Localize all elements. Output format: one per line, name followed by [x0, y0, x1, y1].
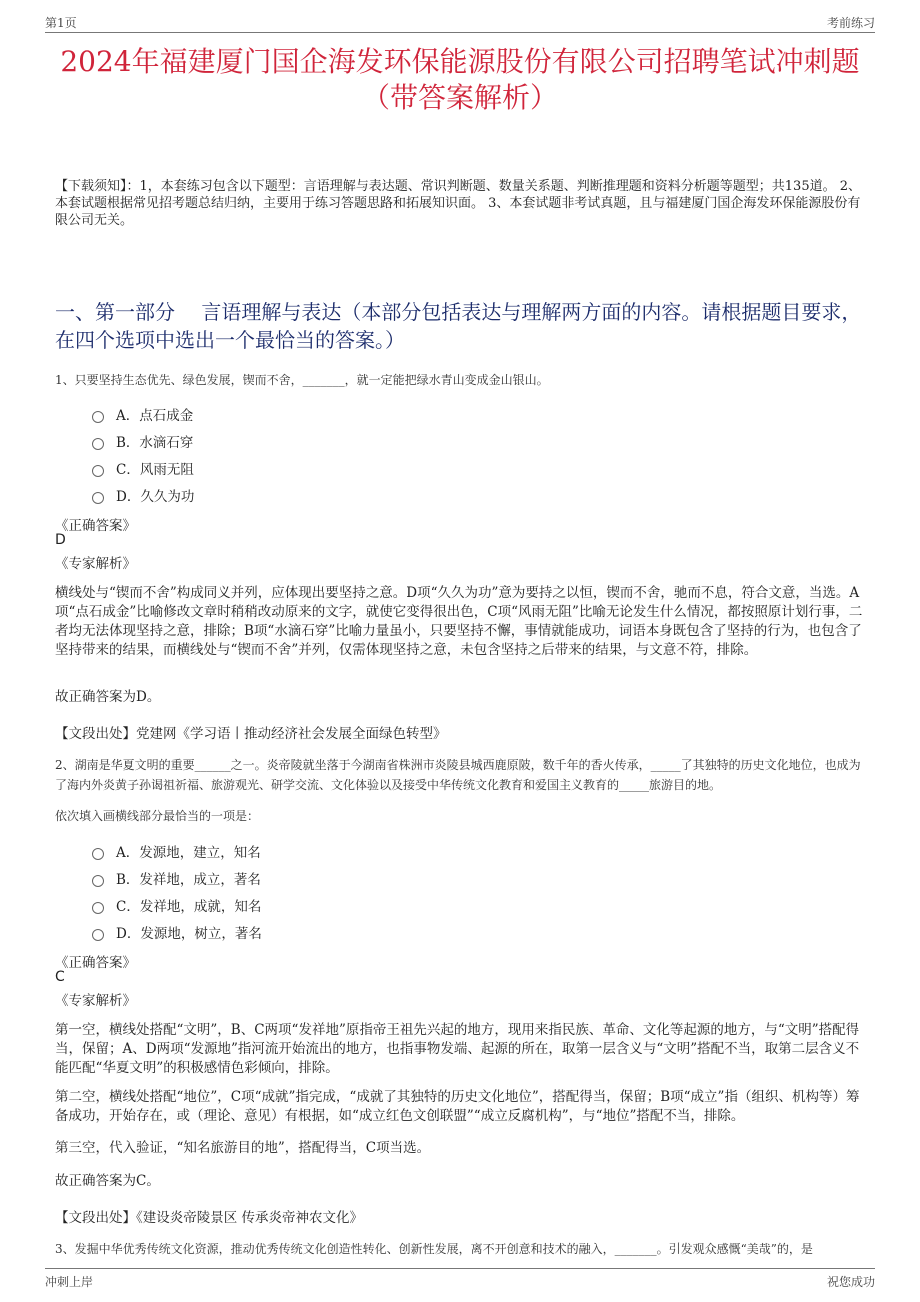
radio-icon[interactable] — [92, 411, 104, 423]
radio-icon[interactable] — [92, 848, 104, 860]
analysis-paragraph: 第三空，代入验证，“知名旅游目的地”，搭配得当，C项当选。 — [55, 1140, 431, 1156]
footer-left: 冲刺上岸 — [45, 1275, 94, 1289]
answer-value: C — [55, 969, 65, 985]
answer-label: 《正确答案》 — [55, 955, 136, 971]
option-b[interactable] — [92, 864, 262, 891]
option-c[interactable] — [92, 454, 194, 481]
analysis-label: 《专家解析》 — [55, 556, 136, 572]
question-2-stem: 2、湖南是华夏文明的重要______之一。炎帝陵就坐落于今湖南省株洲市炎陵县城西鹿原陂，数千年的香火传承，_____了其独特的历史文化地位，也成为了海内外炎黄子孙谒祖祈福、旅游观光、研学交流、文化体验以及接受中华传统文化教育和爱国主义教育的_____旅游目的地。 — [55, 758, 861, 792]
question-3-stem: 3、发掘中华优秀传统文化资源，推动优秀传统文化创造性转化、创新性发展，离不开创意和技术的融入，_______。引发观众感慨“美哉”的，是 — [55, 1242, 813, 1256]
option-a[interactable] — [92, 400, 194, 427]
option-label: A．点石成金 — [116, 407, 194, 424]
answer-label: 《正确答案》 — [55, 518, 136, 534]
download-notice: 【下载须知】：1，本套练习包含以下题型：言语理解与表达题、常识判断题、数量关系题、判断推理题和资料分析题等题型；共135道。 2、本套试题根据常见招考题总结归纳，主要用于练习答题思路和拓展知识面。 3、本套试题非考试真题，且与福建厦门国企海发环保能源股份有限公司无关。 — [55, 179, 861, 228]
answer-value: D — [55, 532, 66, 548]
option-label: B．发祥地，成立，著名 — [116, 871, 261, 888]
option-d[interactable] — [92, 918, 262, 945]
radio-icon[interactable] — [92, 492, 104, 504]
analysis-conclusion: 故正确答案为C。 — [55, 1173, 160, 1189]
question-2-options — [92, 837, 262, 945]
option-c[interactable] — [92, 891, 262, 918]
option-label: C．风雨无阻 — [116, 461, 194, 478]
radio-icon[interactable] — [92, 438, 104, 450]
option-d[interactable] — [92, 481, 194, 508]
option-label: D．发源地，树立，著名 — [116, 925, 262, 942]
section-heading: 一、第一部分 言语理解与表达（本部分包括表达与理解两方面的内容。请根据题目要求，在四个选项中选出一个最恰当的答案。） — [55, 300, 862, 352]
option-label: D．久久为功 — [116, 488, 195, 505]
option-b[interactable] — [92, 427, 194, 454]
analysis-paragraph: 横线处与“锲而不舍”构成同义并列，应体现出要坚持之意。D项“久久为功”意为要持之以恒，锲而不舍，驰而不息，符合文意，当选。A项“点石成金”比喻修改文章时稍稍改动原来的文字，就使它变得很出色，C项“风雨无阻”比喻无论发生什么情况，都按照原计划行事，二者均无法体现坚持之意，排除；B项“水滴石穿”比喻力量虽小，只要坚持不懈，事情就能成功，词语本身既包含了坚持的行为，也包含了坚持带来的结果，而横线处与“锲而不舍”并列，仅需体现坚持之意，未包含坚持之后带来的结果，与文意不符，排除。 — [55, 585, 863, 658]
source-citation: 【文段出处】党建网《学习语丨推动经济社会发展全面绿色转型》 — [55, 726, 447, 742]
page-header — [45, 12, 875, 33]
option-label: B．水滴石穿 — [116, 434, 194, 451]
page-footer — [45, 1268, 875, 1293]
radio-icon[interactable] — [92, 875, 104, 887]
source-citation: 【文段出处】《建设炎帝陵景区 传承炎帝神农文化》 — [55, 1210, 364, 1226]
analysis-paragraph: 第二空，横线处搭配“地位”，C项“成就”指完成，“成就了其独特的历史文化地位”，搭配得当，保留；B项“成立”指（组织、机构等）筹备成功，开始存在，或（理论、意见）有根据，如“成立红色文创联盟”“成立反腐机构”，与“地位”搭配不当，排除。 — [55, 1089, 860, 1124]
option-label: A．发源地，建立，知名 — [116, 844, 261, 861]
header-tag: 考前练习 — [826, 16, 875, 30]
option-label: C．发祥地，成就，知名 — [116, 898, 262, 915]
footer-right: 祝您成功 — [826, 1275, 875, 1289]
radio-icon[interactable] — [92, 929, 104, 941]
analysis-paragraph: 第一空，横线处搭配“文明”，B、C两项“发祥地”原指帝王祖先兴起的地方，现用来指民族、革命、文化等起源的地方，与“文明”搭配得当，保留；A、D两项“发源地”指河流开始流出的地方，也指事物发端、起源的所在，取第一层含义与“文明”搭配不当，取第二层含义不能匹配“华夏文明”的积极感情色彩倾向，排除。 — [55, 1022, 860, 1076]
analysis-label: 《专家解析》 — [55, 993, 136, 1009]
radio-icon[interactable] — [92, 902, 104, 914]
question-1-options — [92, 400, 194, 508]
analysis-conclusion: 故正确答案为D。 — [55, 689, 161, 705]
page-number: 第1页 — [45, 16, 77, 30]
question-1-stem: 1、只要坚持生态优先、绿色发展，锲而不舍，_______，就一定能把绿水青山变成金山银山。 — [55, 373, 549, 387]
radio-icon[interactable] — [92, 465, 104, 477]
document-title: 2024年福建厦门国企海发环保能源股份有限公司招聘笔试冲刺题（带答案解析） — [60, 45, 860, 114]
question-2-prompt: 依次填入画横线部分最恰当的一项是： — [55, 809, 260, 823]
option-a[interactable] — [92, 837, 262, 864]
